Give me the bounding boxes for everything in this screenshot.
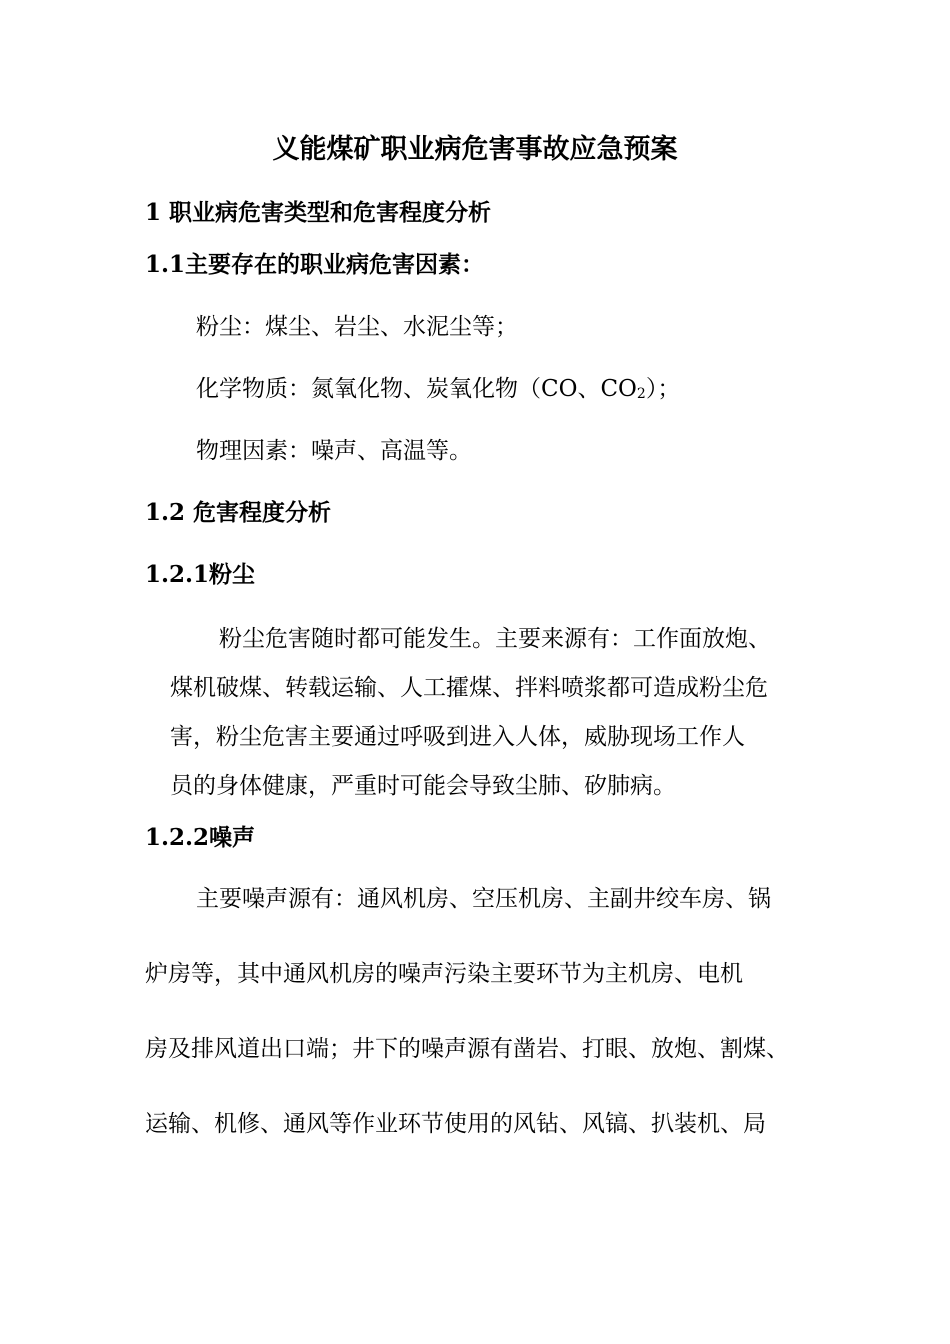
hazard-item-physical: 物理因素：噪声、高温等。 — [196, 438, 472, 464]
document-title: 义能煤矿职业病危害事故应急预案 — [272, 134, 678, 165]
noise-paragraph-line: 运输、机修、通风等作业环节使用的风钻、风镐、扒装机、局 — [145, 1111, 766, 1137]
noise-paragraph-line: 房及排风道出口端；井下的噪声源有凿岩、打眼、放炮、割煤、 — [145, 1036, 789, 1062]
dust-paragraph-line: 粉尘危害随时都可能发生。主要来源有：工作面放炮、 — [219, 626, 771, 652]
dust-paragraph-line: 煤机破煤、转载运输、人工攉煤、拌料喷浆都可造成粉尘危 — [170, 675, 768, 701]
section-1-2-heading: 1.2 危害程度分析 — [145, 499, 332, 526]
dust-paragraph-line: 员的身体健康，严重时可能会导致尘肺、矽肺病。 — [170, 773, 676, 799]
hazard-item-dust: 粉尘：煤尘、岩尘、水泥尘等； — [196, 314, 518, 340]
dust-paragraph-line: 害，粉尘危害主要通过呼吸到进入人体，威胁现场工作人 — [170, 724, 745, 750]
co2-subscript: 2 — [636, 386, 646, 402]
section-1-1-heading: 1.1主要存在的职业病危害因素： — [145, 251, 485, 278]
noise-paragraph-line: 主要噪声源有：通风机房、空压机房、主副井绞车房、锅 — [196, 886, 771, 912]
noise-paragraph-line: 炉房等，其中通风机房的噪声污染主要环节为主机房、电机 — [145, 961, 743, 987]
hazard-item-chemical-text: 化学物质：氮氧化物、炭氧化物（CO、CO — [196, 376, 637, 402]
hazard-item-chemical-tail: ）； — [645, 376, 681, 402]
section-1-2-1-heading: 1.2.1粉尘 — [145, 561, 256, 588]
section-1-heading: 1 职业病危害类型和危害程度分析 — [145, 199, 492, 226]
section-1-2-2-heading: 1.2.2噪声 — [145, 824, 256, 851]
hazard-item-chemical — [196, 372, 680, 406]
